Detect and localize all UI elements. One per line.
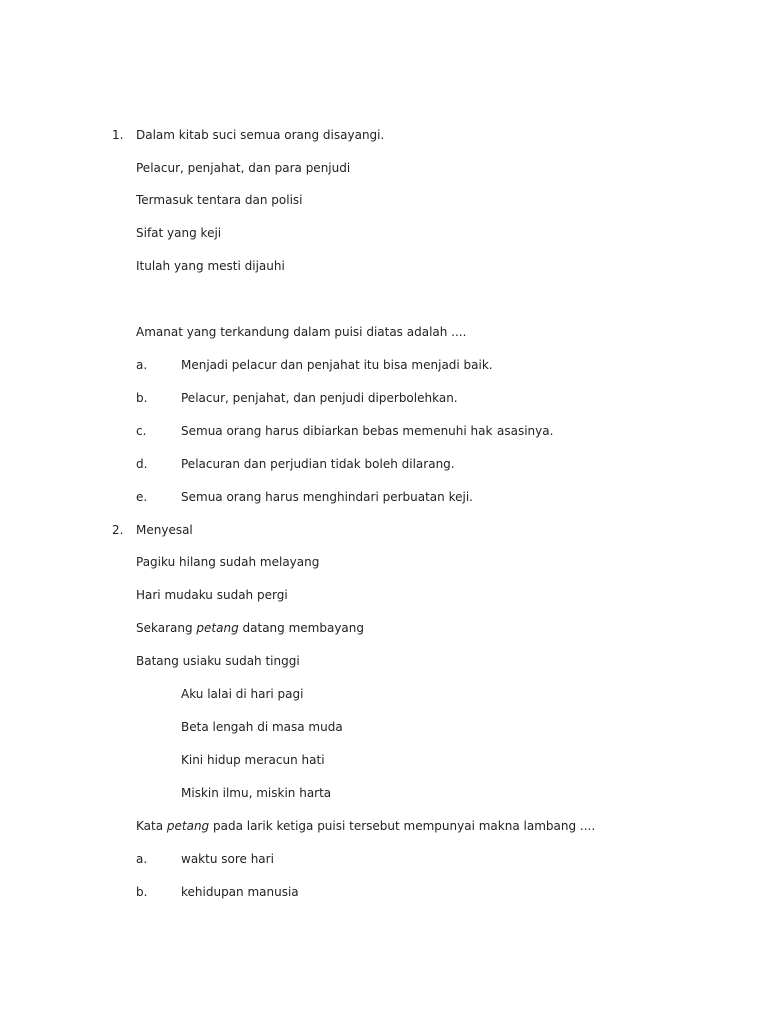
option-letter: a. xyxy=(136,852,148,866)
option-letter: d. xyxy=(136,457,148,471)
option-text: Pelacuran dan perjudian tidak boleh dilarang. xyxy=(181,457,455,471)
option-text: Semua orang harus dibiarkan bebas memenuhi hak xyxy=(181,424,493,438)
poem-line: Termasuk tentara dan polisi xyxy=(136,193,303,207)
question-number: 1. xyxy=(112,128,124,142)
option-letter: c. xyxy=(136,424,147,438)
question-number: 2. xyxy=(112,523,124,537)
question-pre: Kata xyxy=(136,819,167,833)
question-text: Amanat yang terkandung dalam puisi diatas adalah .... xyxy=(136,325,467,339)
poem-line xyxy=(136,620,364,636)
question-text xyxy=(136,818,595,834)
poem-title: Menyesal xyxy=(136,523,193,537)
poem-line-emphasis: petang xyxy=(196,621,239,635)
poem-line-indented: Aku lalai di hari pagi xyxy=(181,687,304,701)
poem-line-indented: Miskin ilmu, miskin harta xyxy=(181,786,332,800)
option-letter: a. xyxy=(136,358,148,372)
poem-line-indented: Kini hidup meracun hati xyxy=(181,753,325,767)
poem-line: Itulah yang mesti dijauhi xyxy=(136,259,285,273)
option-letter: e. xyxy=(136,490,148,504)
poem-line-post: datang membayang xyxy=(238,621,364,635)
poem-line: Batang usiaku sudah tinggi xyxy=(136,654,300,668)
poem-line: Hari mudaku sudah pergi xyxy=(136,588,288,602)
option-text: Pelacur, penjahat, dan penjudi diperbolehkan. xyxy=(181,391,458,405)
poem-line-indented: Beta lengah di masa muda xyxy=(181,720,343,734)
poem-line-pre: Sekarang xyxy=(136,621,197,635)
option-letter: b. xyxy=(136,391,148,405)
option-text: Semua orang harus menghindari perbuatan keji. xyxy=(181,490,473,504)
poem-line: Sifat yang keji xyxy=(136,226,222,240)
option-text: waktu sore hari xyxy=(181,852,274,866)
option-letter: b. xyxy=(136,885,148,899)
option-text: Menjadi pelacur dan penjahat itu bisa menjadi baik. xyxy=(181,358,493,372)
option-text-tail: asasinya. xyxy=(497,424,554,438)
option-text: kehidupan manusia xyxy=(181,885,299,899)
poem-line: Pagiku hilang sudah melayang xyxy=(136,555,320,569)
question-post: pada larik ketiga puisi tersebut mempunyai makna lambang .... xyxy=(209,819,596,833)
poem-line: Dalam kitab suci semua orang disayangi. xyxy=(136,128,385,142)
question-emphasis: petang xyxy=(166,819,210,833)
poem-line: Pelacur, penjahat, dan para penjudi xyxy=(136,161,351,175)
